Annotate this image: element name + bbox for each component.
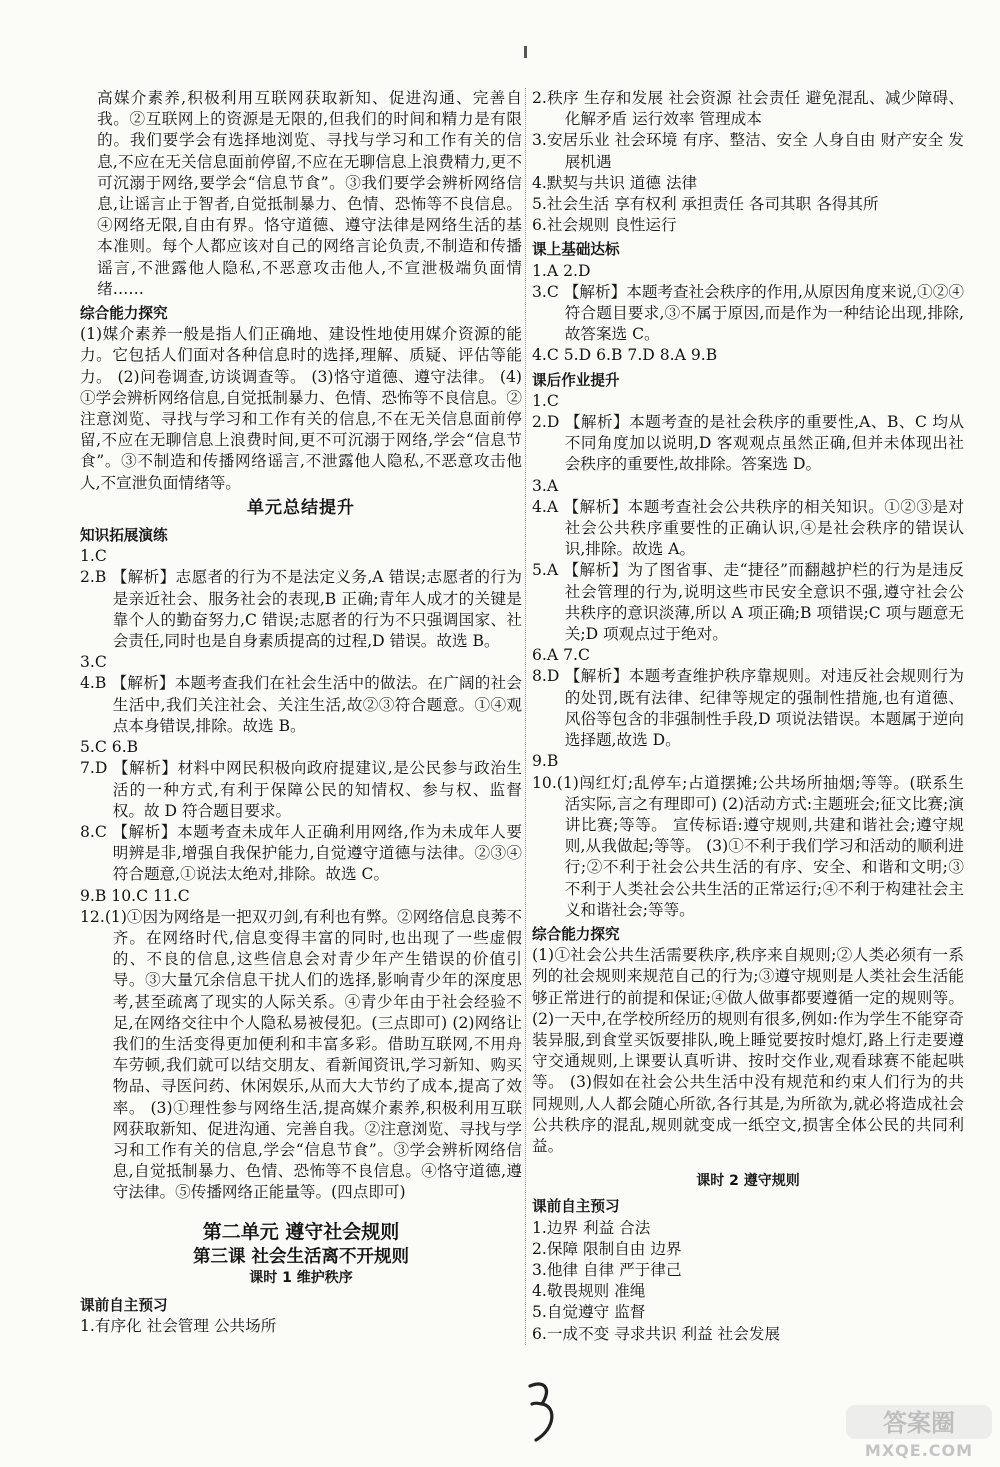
kq2-items	[532, 1218, 964, 1345]
answer-item-number: 12.	[80, 907, 105, 926]
section-heading-kq1: 课前自主预习	[80, 1297, 168, 1315]
kehou-item: 9.B	[532, 752, 559, 771]
answer-item	[80, 737, 522, 758]
answer-item-text: D 【解析】材料中网民积极向政府提建议,是公民参与政治生活的一种方式,有利于保障公民的知情权、参与权、监督权。故 D 符合题目要求。	[94, 759, 522, 820]
answer-item-number: 5.	[80, 738, 95, 757]
answer-item-number: 1.	[80, 547, 95, 566]
answer-item-number: 4.	[80, 674, 95, 693]
unit-summary-title: 单元总结提升	[247, 497, 355, 518]
kehou-item: 2.D 【解析】本题考查的是社会秩序的重要性,A、B、C 均从不同角度加以说明,D 客观观点虽然正确,但并未体现出社会秩序的重要性,故排除。答案选 D。	[532, 413, 964, 474]
section-heading-ketang: 课上基础达标	[532, 241, 620, 259]
kq2-item: 1.边界 利益 合法	[532, 1218, 651, 1237]
answer-item-text: C	[94, 547, 107, 566]
section-heading-zhishi: 知识拓展演练	[80, 527, 168, 545]
right-top-items	[532, 88, 964, 236]
right-column	[532, 88, 964, 1345]
zonghe-answer-right: (1)①社会公共生活需要秩序,秩序来自规则;②人类必须有一系列的社会规则来规范自己的行为;③遵守规则是人类社会生活能够正常进行的前提和保证;④做人做事都要遵循一定的规则等。 (2)一天中,在学校所经历的规则有很多,例如:作为学生不能穿奇装异服,到食堂买饭要排队,晚上睡觉要按时熄灯,路上行走要遵守交通规则,上课要认真听讲、按时交作业,观看球赛不能起哄等。 (3)假如在社会公共生活中没有规范和约束人们行为的共同规则,人人都会随心所欲,各行其是,为所欲为,就必将造成社会公共秩序的混乱,规则就变成一纸空文,损害全体公民的共同利益。	[532, 946, 964, 1155]
answer-item	[80, 673, 522, 737]
section-heading-zonghe-left: 综合能力探究	[80, 305, 168, 323]
kq2-item: 5.自觉遵守 监督	[532, 1303, 646, 1322]
left-column	[80, 88, 522, 1338]
preview-item: 6.社会规则 良性运行	[532, 216, 677, 235]
zonghe-answer-left: (1)媒介素养一般是指人们正确地、建设性地使用媒介资源的能力。它包括人们面对各种信息时的选择,理解、质疑、评估等能力。 (2)问卷调查,访谈调查等。 (3)恪守道德、遵守法律。 (4)①学会辨析网络信息,自觉抵制暴力、色情、恐怖等不良信息。②注意浏览、寻找与学习和工作有关的信息,不在无关信息面前停留,不应在无聊信息上浪费时间,更不可沉溺于网络,学会“信息节食”。③不制造和传播网络谣言,不泄露他人隐私,不恶意攻击他人,不宣泄负面情绪等。	[80, 325, 522, 492]
kq2-item: 3.他律 自律 严于律己	[532, 1260, 682, 1279]
answer-item	[80, 822, 522, 886]
answer-item-text: B 【解析】志愿者的行为不是法定义务,A 错误;志愿者的行为是亲近社会、服务社会的表现,B 正确;青年人成才的关键是靠个人的勤奋努力,C 错误;志愿者的行为不只强调国家、社会责任,同时也是自身素质提高的过程,D 错误。故选 B。	[94, 568, 522, 651]
answer-item	[80, 546, 522, 567]
section-heading-kehou: 课后作业提升	[532, 371, 620, 389]
kehou-item: 10.(1)闯红灯;乱停车;占道摆摊;公共场所抽烟;等等。(联系生活实际,言之有理即可) (2)活动方式:主题班会;征文比赛;演讲比赛;等等。 宣传标语:遵守规则,共建和谐社会;遵守规则,从我做起;等等。 (3)①不利于我们学习和活动的顺利进行;②不利于社会公共生活的有序、安全、和谐和文明;③不利于人类社会公共生活的正常运行;④不利于构建社会主义和谐社会;等等。	[532, 773, 964, 919]
kehou-item: 6.A 7.C	[532, 646, 590, 665]
ketang-item: 3.C 【解析】本题考查社会秩序的作用,从原因角度来说,①②④符合题目要求,③不属于原因,而是作为一种结论出现,排除,故答案选 C。	[532, 282, 964, 344]
section-heading-kq2: 课前自主预习	[532, 1198, 620, 1216]
kehou-item: 8.D 【解析】本题考查维护秩序靠规则。对违反社会规则行为的处罚,既有法律、纪律等规定的强制性措施,也有道德、风俗等包含的非强制性手段,D 项说法错误。本题属于逆向选择题,故选 D。	[532, 667, 964, 750]
answer-item	[80, 907, 522, 1204]
watermark-text: 答案圈	[883, 1409, 955, 1437]
preview-item: 4.默契与共识 道德 法律	[532, 173, 698, 192]
unit-two-title: 第二单元 遵守社会规则	[202, 1220, 400, 1243]
ketang-item: 1.A 2.D	[532, 261, 591, 280]
watermark-url: MXQE.COM	[864, 1441, 974, 1460]
section-heading-zonghe-right: 综合能力探究	[532, 925, 620, 943]
knowledge-items	[80, 546, 522, 1203]
kehou-item: 3.A	[532, 476, 559, 495]
preview-item: 3.安居乐业 社会环境 有序、整洁、安全 人身自由 财产安全 发展机遇	[532, 131, 964, 171]
answer-item	[80, 758, 522, 822]
answer-item-text: C 【解析】本题考查未成年人正确利用网络,作为未成年人要明辨是非,增强自我保护能力,自觉遵守道德与法律。②③④符合题意,①说法太绝对,排除。故选 C。	[94, 822, 522, 884]
keshi-two-title: 课时 2 遵守规则	[696, 1173, 800, 1190]
answer-item-text: B 【解析】本题考查我们在社会生活中的做法。在广阔的社会生活中,我们关注社会、关注生活,故②③符合题意。①④观点本身错误,排除。故选 B。	[94, 674, 522, 735]
ketang-items	[532, 261, 964, 367]
answer-item-number: 3.	[80, 653, 95, 672]
answer-item-text: B 10.C 11.C	[94, 886, 190, 905]
answer-item-number: 8.	[80, 822, 95, 841]
ketang-item: 4.C 5.D 6.B 7.D 8.A 9.B	[532, 346, 718, 365]
kehou-item: 5.A 【解析】为了图省事、走“捷径”而翻越护栏的行为是违反社会管理的行为,说明这些市民安全意识不强,遵守社会公共秩序的意识淡薄,所以 A 项正确;B 项错误;C 项与题意无关;D 项观点过于绝对。	[532, 561, 964, 644]
answer-item-number: 9.	[80, 886, 95, 905]
lesson-three-title: 第三课 社会生活离不开规则	[192, 1246, 410, 1267]
answer-item-number: 2.	[80, 568, 95, 587]
kq1-item: 1.有序化 社会管理 公共场所	[80, 1317, 277, 1336]
answer-item-text: C 6.B	[94, 738, 139, 757]
preview-item: 2.秩序 生存和发展 社会资源 社会责任 避免混乱、减少障碍、化解矛盾 运行效率 管理成本	[532, 89, 964, 129]
watermark-logo	[840, 1403, 998, 1461]
kq2-item: 6.一成不变 寻求共识 利益 社会发展	[532, 1324, 781, 1343]
keshi-one-title: 课时 1 维护秩序	[249, 1269, 353, 1286]
answer-item-text: (1)①因为网络是一把双刃剑,有利也有弊。②网络信息良莠不齐。在网络时代,信息变得丰富的同时,也出现了一些虚假的、不良的信息,这些信息会对青少年产生错误的价值引导。③大量冗余信息干扰人们的选择,影响青少年的深度思考,甚至疏离了现实的人际关系。④青少年由于社会经验不足,在网络交往中个人隐私易被侵犯。(三点即可) (2)网络让我们的生活变得更加便利和丰富多彩。借助互联网,不用舟车劳顿,我们就可以结交朋友、看新闻资讯,学习新知、购买物品、寻医问药、休闲娱乐,从而大大节约了成本,提高了效率。 (3)①理性参与网络生活,提高媒介素养,积极利用互联网获取新知、促进沟通、完善自我。②注意浏览、寻找与学习和工作有关的信息,学会“信息节食”。③学会辨析网络信息,自觉抵制暴力、色情、恐怖等不良信息。④恪守道德,遵守法律。⑤传播网络正能量等。(四点即可)	[104, 907, 522, 1202]
preview-item: 5.社会生活 享有权利 承担责任 各司其职 各得其所	[532, 195, 879, 214]
answer-item	[80, 886, 522, 907]
answer-item-text: C	[94, 653, 107, 672]
left-continued-paragraph: 高媒介素养,积极利用互联网获取新知、促进沟通、完善自我。②互联网上的资源是无限的,但我们的时间和精力是有限的。我们要学会有选择地浏览、寻找与学习和工作有关的信息,不应在无关信息面前停留,不应在无聊信息上浪费精力,更不可沉溺于网络,要学会“信息节食”。③我们要学会辨析网络信息,让谣言止于智者,自觉抵制暴力、色情、恐怖等不良信息。④网络无限,自由有界。恪守道德、遵守法律是网络生活的基本准则。每个人都应该对自己的网络言论负责,不制造和传播谣言,不泄露他人隐私,不恶意攻击他人,不宣泄极端负面情绪……	[97, 89, 522, 298]
edge-mark	[524, 46, 527, 58]
answer-item	[80, 567, 522, 652]
kehou-items	[532, 391, 964, 921]
answer-item	[80, 652, 522, 673]
kehou-item: 1.C	[532, 391, 559, 410]
kq2-item: 4.敬畏规则 准绳	[532, 1282, 646, 1301]
answer-item-number: 7.	[80, 759, 95, 778]
kehou-item: 4.A 【解析】本题考查社会公共秩序的相关知识。①②③是对社会公共秩序重要性的正确认识,④是社会秩序的错误认识,排除。故选 A。	[532, 497, 964, 559]
handwritten-page-number	[522, 1378, 562, 1448]
kq2-item: 2.保障 限制自由 边界	[532, 1239, 682, 1258]
